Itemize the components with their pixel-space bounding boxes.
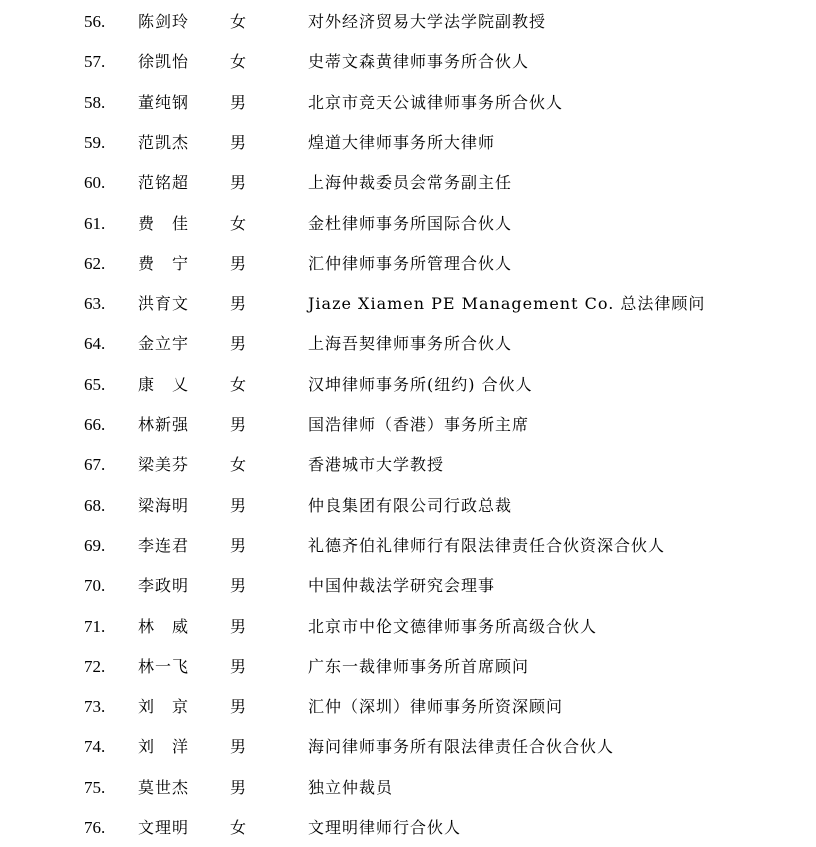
member-affiliation: 北京市竞天公诚律师事务所合伙人: [308, 92, 564, 112]
member-name: 梁海明: [138, 495, 190, 515]
list-item: [0, 292, 816, 316]
member-gender: 男: [230, 576, 247, 596]
member-gender: 男: [230, 616, 247, 636]
member-name: 洪育文: [138, 294, 190, 314]
member-name: 李连君: [138, 535, 190, 555]
member-affiliation: 金杜律师事务所国际合伙人: [308, 213, 513, 233]
member-affiliation: Jiaze Xiamen PE Management Co. 总法律顾问: [308, 294, 706, 314]
member-gender: 女: [230, 213, 247, 233]
member-name: 林一飞: [138, 656, 190, 676]
member-gender: 男: [230, 495, 247, 515]
member-gender: 男: [230, 415, 247, 434]
member-affiliation: 上海仲裁委员会常务副主任: [308, 173, 513, 193]
member-affiliation: 上海吾契律师事务所合伙人: [308, 334, 513, 354]
member-affiliation: 仲良集团有限公司行政总裁: [308, 495, 513, 515]
member-number: 72.: [84, 656, 106, 676]
member-affiliation: 北京市中伦文德律师事务所高级合伙人: [308, 616, 598, 636]
member-affiliation: 礼德齐伯礼律师行有限法律责任合伙资深合伙人: [308, 535, 666, 555]
member-number: 69.: [84, 535, 106, 555]
member-name: 刘 京: [138, 697, 190, 717]
member-affiliation: 国浩律师（香港）事务所主席: [308, 415, 530, 434]
member-gender: 男: [230, 173, 247, 193]
member-name: 范凯杰: [138, 132, 190, 152]
list-item: [0, 574, 816, 598]
list-item: [0, 494, 816, 518]
member-affiliation: 汇仲律师事务所管理合伙人: [308, 253, 513, 273]
member-name: 莫世杰: [138, 777, 190, 797]
member-number: 61.: [84, 213, 106, 233]
member-name: 徐凯怡: [138, 52, 190, 72]
member-gender: 男: [230, 737, 247, 757]
list-item: [0, 413, 816, 437]
member-gender: 女: [230, 818, 247, 837]
member-number: 66.: [84, 415, 106, 434]
member-name: 金立宇: [138, 334, 190, 354]
list-item: [0, 10, 816, 34]
list-item: [0, 615, 816, 639]
member-affiliation: 煌道大律师事务所大律师: [308, 132, 496, 152]
list-item: [0, 171, 816, 195]
member-number: 56.: [84, 12, 106, 31]
member-gender: 男: [230, 777, 247, 797]
member-number: 70.: [84, 576, 106, 596]
member-name: 范铭超: [138, 173, 190, 193]
member-name: 费 佳: [138, 213, 190, 233]
member-number: 63.: [84, 294, 106, 314]
list-item: [0, 776, 816, 800]
member-gender: 男: [230, 92, 247, 112]
member-number: 68.: [84, 495, 106, 515]
member-gender: 男: [230, 535, 247, 555]
list-item: [0, 212, 816, 236]
member-name: 陈剑玲: [138, 12, 190, 31]
list-item: [0, 816, 816, 840]
member-name: 费 宁: [138, 253, 190, 273]
member-name: 林新强: [138, 415, 190, 434]
member-gender: 女: [230, 12, 247, 31]
member-gender: 男: [230, 334, 247, 354]
member-name: 梁美芬: [138, 455, 190, 475]
member-name: 林 威: [138, 616, 190, 636]
member-number: 60.: [84, 173, 106, 193]
member-affiliation: 对外经济贸易大学法学院副教授: [308, 12, 547, 31]
list-item: [0, 131, 816, 155]
member-number: 73.: [84, 697, 106, 717]
member-name: 刘 洋: [138, 737, 190, 757]
member-gender: 男: [230, 132, 247, 152]
member-gender: 男: [230, 697, 247, 717]
member-affiliation: 独立仲裁员: [308, 777, 394, 797]
member-affiliation: 香港城市大学教授: [308, 455, 445, 475]
member-gender: 女: [230, 455, 247, 475]
list-item: [0, 50, 816, 74]
member-number: 75.: [84, 777, 106, 797]
member-number: 57.: [84, 52, 106, 72]
list-item: [0, 695, 816, 719]
list-item: [0, 735, 816, 759]
member-gender: 女: [230, 52, 247, 72]
list-item: [0, 332, 816, 356]
member-affiliation: 文理明律师行合伙人: [308, 818, 462, 837]
member-number: 74.: [84, 737, 106, 757]
member-name: 董纯钢: [138, 92, 190, 112]
member-number: 59.: [84, 132, 106, 152]
member-number: 62.: [84, 253, 106, 273]
member-name: 康 乂: [138, 374, 190, 394]
member-affiliation: 海问律师事务所有限法律责任合伙合伙人: [308, 737, 615, 757]
member-number: 71.: [84, 616, 106, 636]
member-number: 67.: [84, 455, 106, 475]
member-affiliation: 中国仲裁法学研究会理事: [308, 576, 496, 596]
list-item: [0, 91, 816, 115]
member-gender: 男: [230, 656, 247, 676]
list-item: [0, 252, 816, 276]
member-gender: 男: [230, 253, 247, 273]
list-item: [0, 453, 816, 477]
list-item: [0, 655, 816, 679]
member-gender: 女: [230, 374, 247, 394]
member-number: 76.: [84, 818, 106, 837]
member-affiliation: 史蒂文森黄律师事务所合伙人: [308, 52, 530, 72]
member-affiliation: 汇仲（深圳）律师事务所资深顾问: [308, 697, 564, 717]
member-affiliation: 汉坤律师事务所(纽约) 合伙人: [308, 374, 533, 394]
list-item: [0, 534, 816, 558]
member-affiliation: 广东一裁律师事务所首席顾问: [308, 656, 530, 676]
member-name: 文理明: [138, 818, 190, 837]
member-gender: 男: [230, 294, 247, 314]
member-name: 李政明: [138, 576, 190, 596]
member-number: 65.: [84, 374, 106, 394]
member-number: 64.: [84, 334, 106, 354]
list-item: [0, 373, 816, 397]
member-number: 58.: [84, 92, 106, 112]
